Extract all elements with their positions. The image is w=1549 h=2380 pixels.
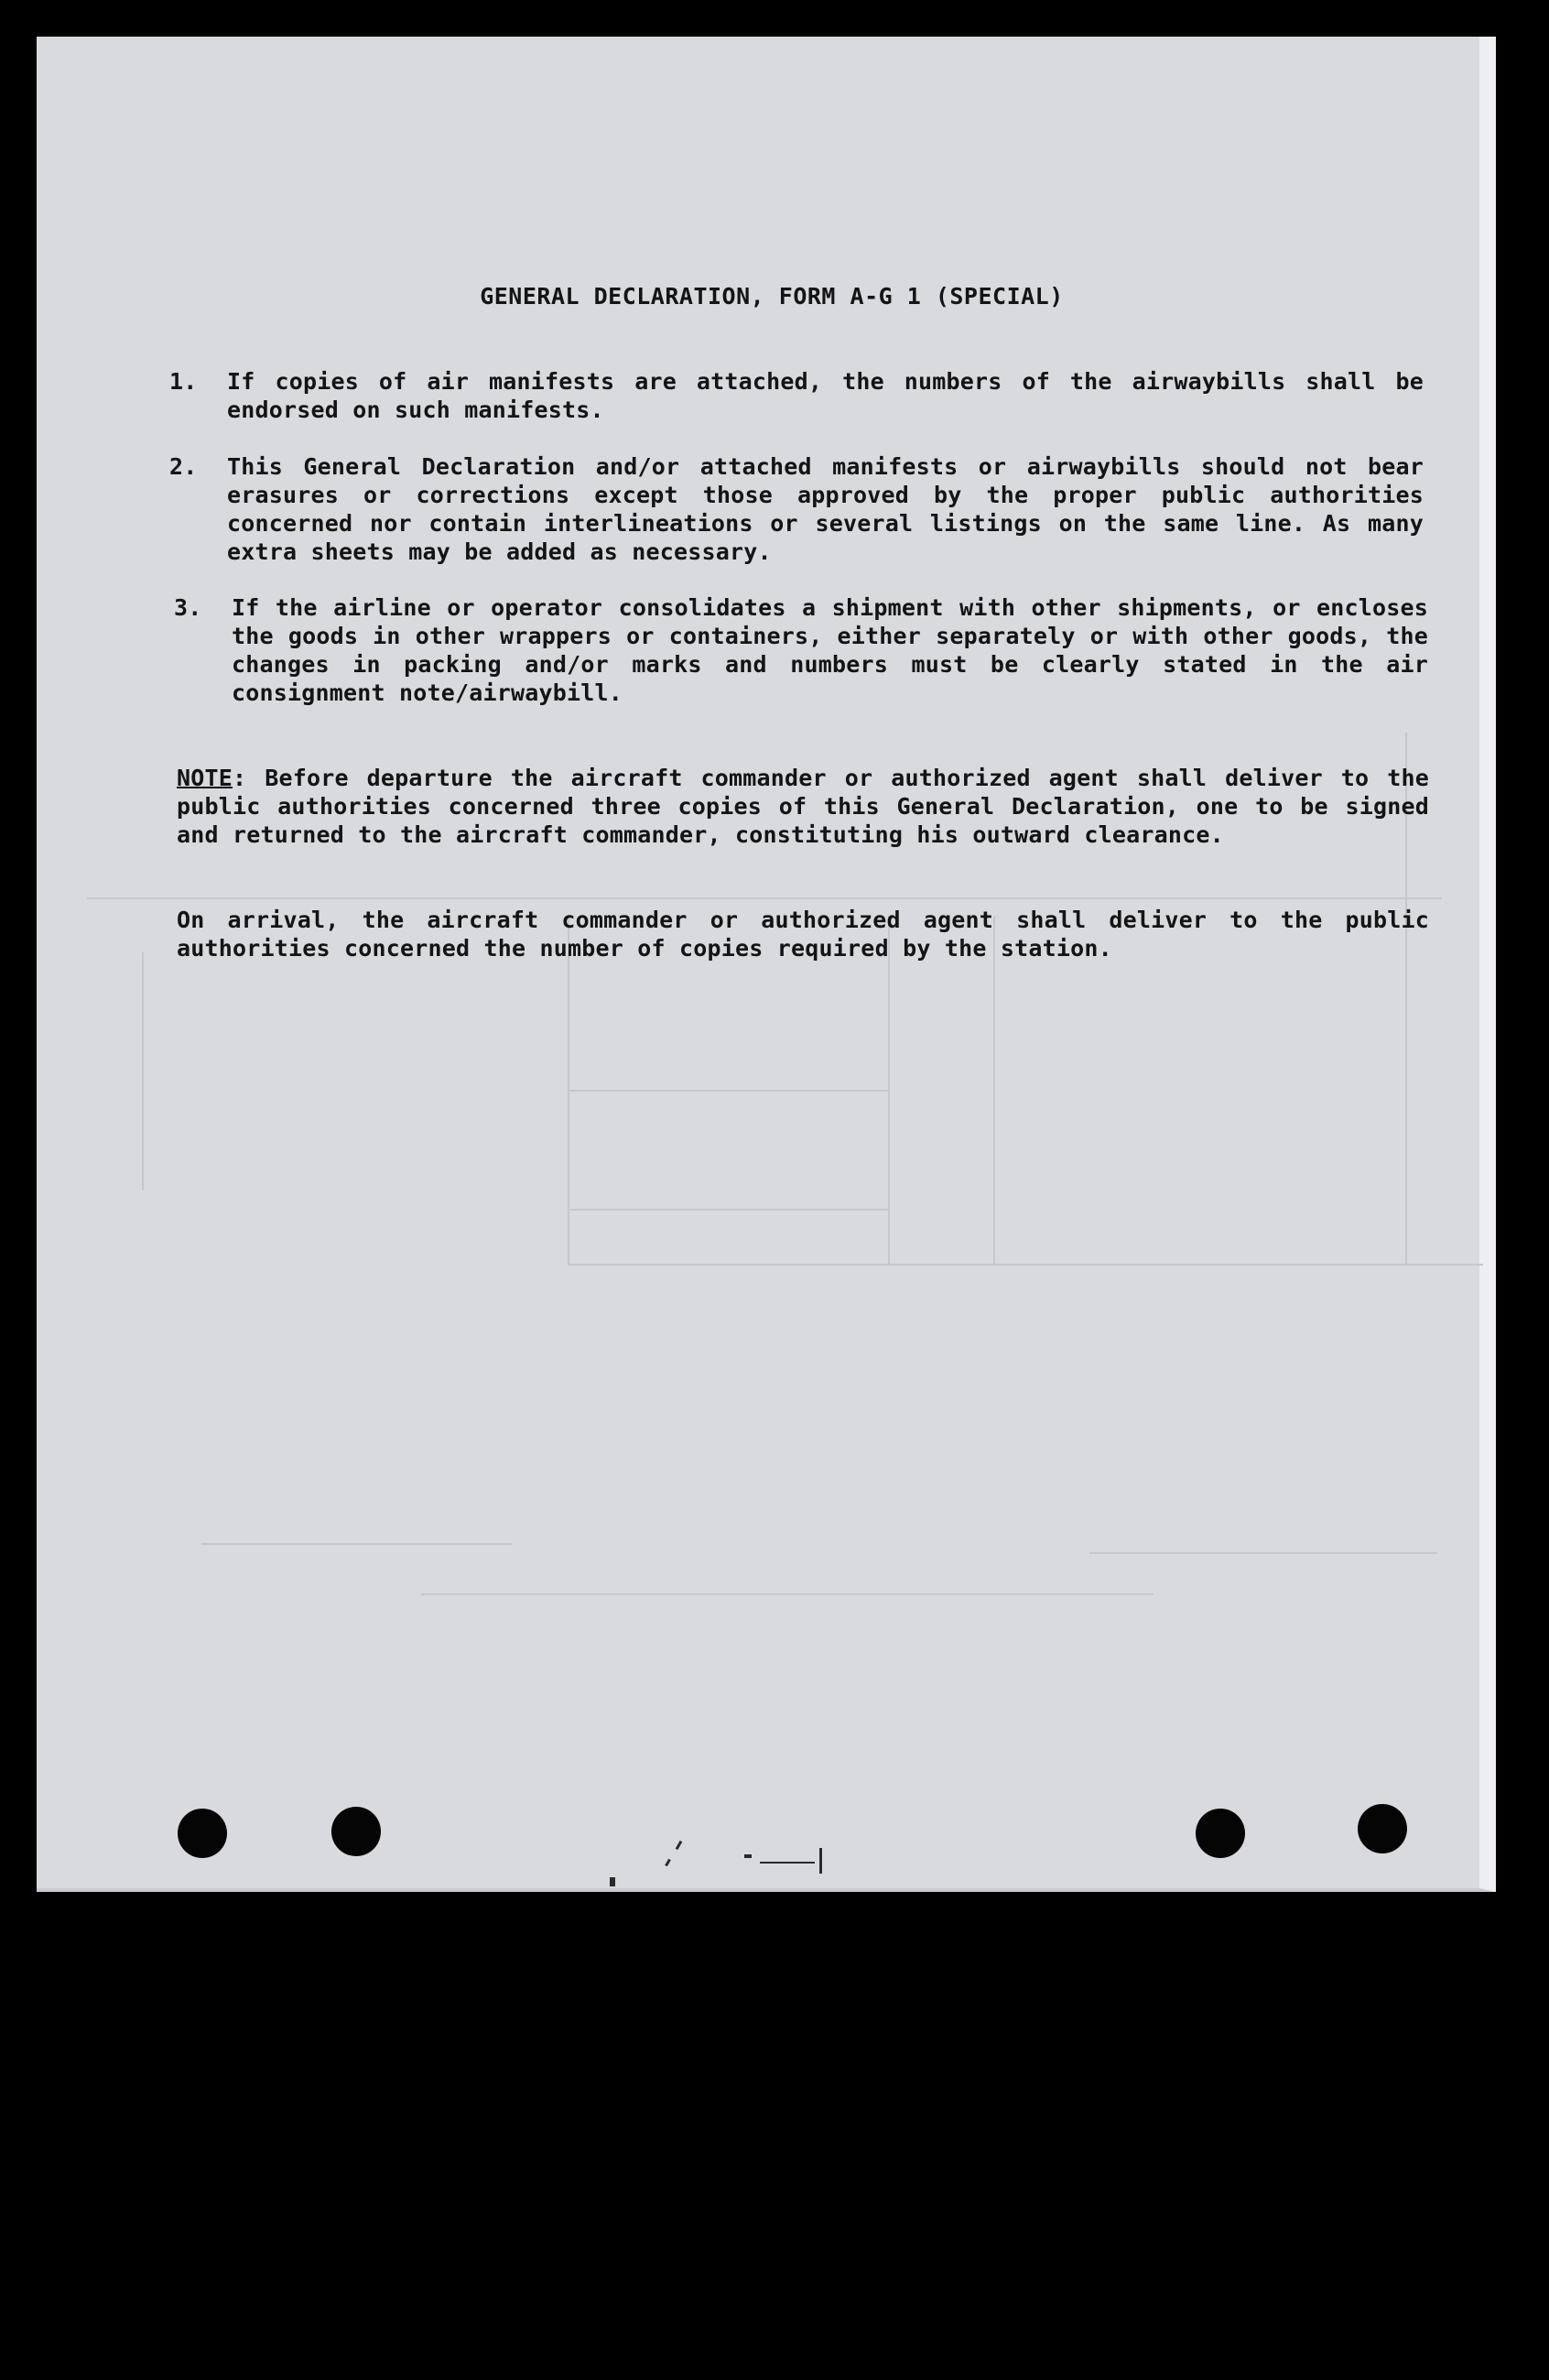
bleed-through-line bbox=[1089, 1552, 1437, 1554]
bleed-through-line bbox=[568, 1264, 1483, 1266]
item-number: 3. bbox=[174, 594, 202, 621]
paper-mark bbox=[744, 1854, 752, 1858]
paper-mark bbox=[760, 1862, 815, 1864]
item-number: 2. bbox=[169, 453, 198, 480]
bleed-through-line bbox=[993, 916, 995, 1264]
note-paragraph bbox=[177, 764, 1429, 849]
punch-hole bbox=[1358, 1804, 1407, 1853]
bleed-through-line bbox=[888, 916, 890, 1264]
bleed-through-line bbox=[568, 1209, 888, 1211]
punch-hole bbox=[178, 1809, 227, 1858]
bleed-through-line bbox=[87, 897, 1442, 899]
document-page bbox=[37, 37, 1496, 1892]
paper-mark bbox=[665, 1859, 671, 1866]
bleed-through-line bbox=[142, 952, 144, 1190]
item-text: If copies of air manifests are attached, the numbers of the airwaybills shall be endorsed on such manifests. bbox=[227, 368, 1424, 423]
item-text: If the airline or operator consolidates a shipment with other shipments, or encloses the goods in other wrappers or containers, either separately or with other goods, the changes in packing and/or marks and numbers must be clearly stated in the air consignment note/airwaybill. bbox=[232, 594, 1428, 706]
paper-mark bbox=[819, 1848, 822, 1874]
bleed-through-line bbox=[568, 1090, 888, 1092]
punch-hole bbox=[1196, 1809, 1245, 1858]
bleed-through-line bbox=[421, 1593, 1154, 1595]
document-title: GENERAL DECLARATION, FORM A-G 1 (SPECIAL) bbox=[480, 283, 1064, 310]
bleed-through-line bbox=[201, 1543, 513, 1545]
list-item bbox=[169, 367, 1424, 424]
note-text: : Before departure the aircraft commander or authorized agent shall deliver to the public authorities concerned three copies of this General Declaration, one to be signed and returned to the aircraft commander, constituting his outward clearance. bbox=[177, 765, 1429, 848]
item-text: This General Declaration and/or attached manifests or airwaybills should not bear erasures or corrections except those approved by the proper public authorities concerned nor contain interlineations or several listings on the same line. As many extra sheets may be added as necessary. bbox=[227, 453, 1424, 565]
item-number: 1. bbox=[169, 368, 198, 395]
arrival-paragraph: On arrival, the aircraft commander or authorized agent shall deliver to the public authorities concerned the number of copies required by the station. bbox=[177, 907, 1429, 962]
note-label: NOTE bbox=[177, 765, 233, 791]
paper-mark bbox=[610, 1877, 615, 1886]
paper-mark bbox=[676, 1841, 683, 1850]
list-item bbox=[174, 593, 1428, 707]
bleed-through-line bbox=[568, 916, 569, 1264]
punch-hole bbox=[331, 1807, 381, 1856]
list-item bbox=[169, 452, 1424, 566]
